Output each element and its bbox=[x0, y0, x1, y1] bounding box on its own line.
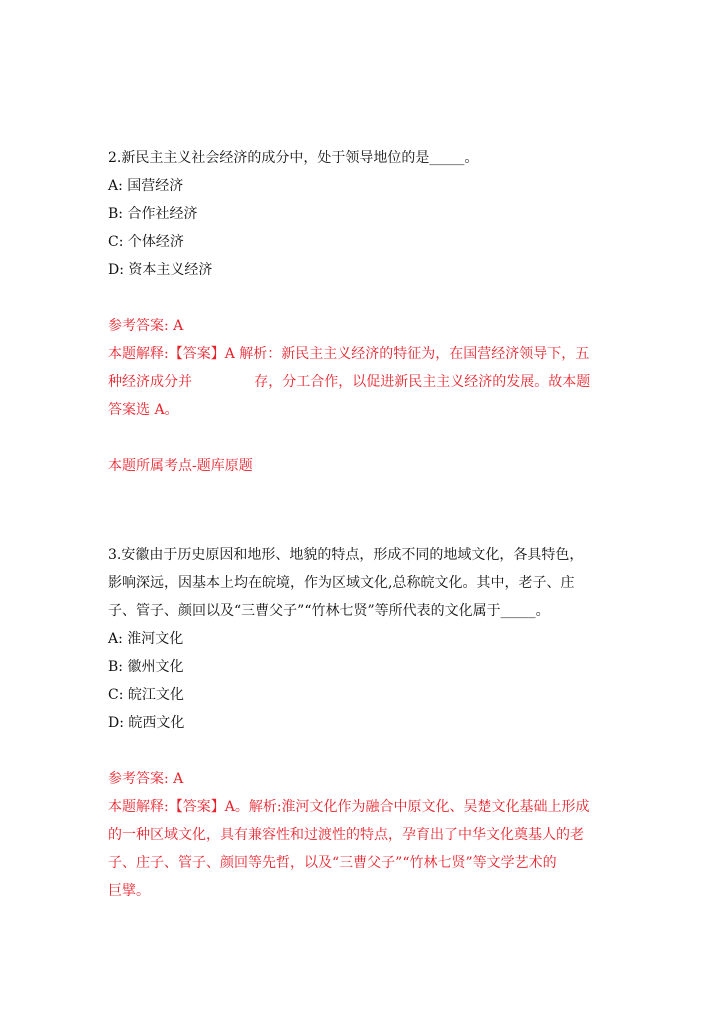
question-3-option-a: A: 淮河文化 bbox=[108, 631, 184, 647]
question-3-option-b: B: 徽州文化 bbox=[108, 659, 184, 675]
question-3-explanation-line-2: 的一种区域文化，具有兼容性和过渡性的特点，孕育出了中华文化奠基人的老 bbox=[108, 827, 584, 843]
question-3-explanation-line-1: 本题解释:【答案】A。解析:淮河文化作为融合中原文化、吴楚文化基础上形成 bbox=[108, 799, 590, 815]
question-2-stem: 2.新民主主义社会经济的成分中，处于领导地位的是_____。 bbox=[108, 150, 479, 166]
question-2-explanation-line-1: 本题解释:【答案】A 解析：新民主主义经济的特征为，在国营经济领导下，五 bbox=[108, 346, 590, 362]
question-3-option-d: D: 皖西文化 bbox=[108, 715, 185, 731]
question-2-option-c: C: 个体经济 bbox=[108, 234, 184, 250]
question-3-answer: 参考答案: A bbox=[108, 771, 184, 787]
question-3-stem-line-2: 影响深远，因基本上均在皖境，作为区域文化,总称皖文化。其中，老子、庄 bbox=[108, 575, 575, 591]
question-2-option-d: D: 资本主义经济 bbox=[108, 262, 213, 278]
question-3-stem-line-3: 子、管子、颜回以及“三曹父子”“竹林七贤”等所代表的文化属于_____。 bbox=[108, 603, 550, 619]
question-3-explanation-line-4: 巨擘。 bbox=[108, 883, 150, 899]
question-2-explanation-line-3: 答案选 A。 bbox=[108, 402, 179, 418]
question-2-answer: 参考答案: A bbox=[108, 318, 184, 334]
question-2-option-b: B: 合作社经济 bbox=[108, 206, 198, 222]
question-2-source: 本题所属考点-题库原题 bbox=[108, 458, 253, 474]
question-3-stem-line-1: 3.安徽由于历史原因和地形、地貌的特点，形成不同的地域文化，各具特色， bbox=[108, 547, 584, 563]
question-3-explanation-line-3: 子、庄子、管子、颜回等先哲，以及“三曹父子”“竹林七贤”等文学艺术的 bbox=[108, 855, 557, 871]
question-2-option-a: A: 国营经济 bbox=[108, 178, 184, 194]
question-2-explanation-line-2: 种经济成分并 存，分工合作，以促进新民主主义经济的发展。故本题 bbox=[108, 374, 591, 390]
question-3-option-c: C: 皖江文化 bbox=[108, 687, 184, 703]
